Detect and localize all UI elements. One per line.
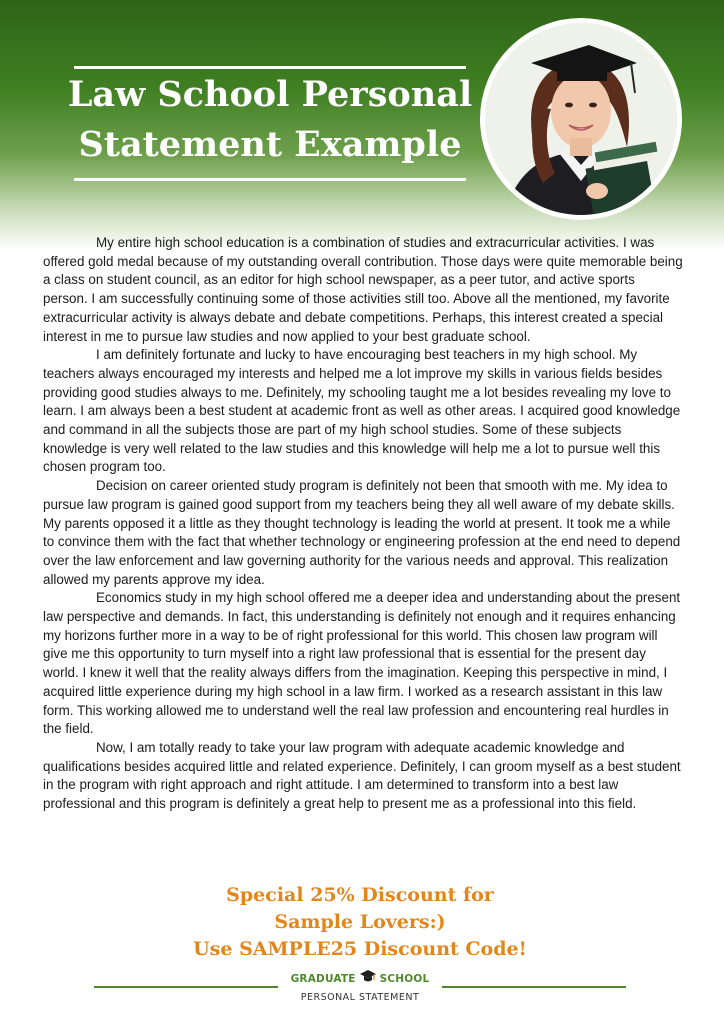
title-divider-top [74,66,466,69]
statement-body [43,234,683,814]
paragraph-5: Now, I am totally ready to take your law program with adequate academic knowledge and qualifications besides acquired little and related experience. Definitely, I can groom myself as a best student in the program with right approach and right attitude. I am determined to transform into a best law professional and this program is definitely a great help to present me as a professional into this field. [43,739,681,812]
promo-line-1: Special 25% Discount for [226,884,494,906]
title-line-2: Statement Example [78,124,462,165]
paragraph-4: Economics study in my high school offered me a deeper idea and understanding about the present law perspective and demands. In fact, this understanding is definitely not enough and it requires enhancing my horizons further more in a way to be of right professional for this world. This chosen law program will give me this opportunity to turn myself into a right law professional that is essential for the present day world. I knew it well that the reality always differs from the imagination. Keeping this perspective in mind, I acquired little experience during my high school in a law firm. I worked as a research assistant in this law form. This working allowed me to understand well the real law profession and encountering real hurdles in the field. [43,590,681,737]
paragraph-2: I am definitely fortunate and lucky to have encouraging best teachers in my high school. My teachers always encouraged my interests and helped me a lot improve my skills in various fields besides providing good studies always to me. Definitely, my schooling taught me a lot besides revealing my love to learn. I am always been a best student at academic front as well as other areas. I acquired good knowledge and command in all the subjects those are part of my high school studies. Some of these subjects knowledge is very well related to the law studies and this knowledge will help me a lot to pursue well this chosen program too. [43,347,681,475]
logo-word-graduate: GRADUATE [290,973,356,985]
graduation-cap-icon [360,970,376,988]
logo-subtitle: PERSONAL STATEMENT [300,992,420,1003]
promo-line-2: Sample Lovers:) [274,911,446,933]
site-logo[interactable] [284,970,436,1003]
title-line-1: Law School Personal [67,74,473,115]
title-divider-bottom [74,178,466,181]
footer-divider-left [94,986,278,988]
logo-word-school: SCHOOL [379,973,430,985]
graduate-photo [480,18,682,220]
paragraph-1: My entire high school education is a combination of studies and extracurricular activities. I was offered gold medal because of my outstanding overall contribution. Those days were quite memorable being a class on student council, as an editor for high school newspaper, as a peer tutor, and active sports person. I am successfully continuing some of those activities still too. Above all the mentioned, my favorite extracurricular activity is always debate and debate competitions. Perhaps, this interest created a special interest in me to pursue law studies and now applied to your best graduate school. [43,235,683,344]
promo-line-3: Use SAMPLE25 Discount Code! [193,938,527,960]
footer-divider-right [442,986,626,988]
discount-promo[interactable] [170,882,550,963]
paragraph-3: Decision on career oriented study program is definitely not been that smooth with me. My idea to pursue law program is gained good support from my teachers being they all well aware of my debate skills. My parents opposed it a little as they thought technology is leading the world at present. It took me a while to convince them with the fact that whether technology or engineering profession at the end need to depend over the law enforcement and law governing authority for the various needs and approval. This realization allowed my parents approve my idea. [43,478,681,587]
page-title [64,70,476,170]
